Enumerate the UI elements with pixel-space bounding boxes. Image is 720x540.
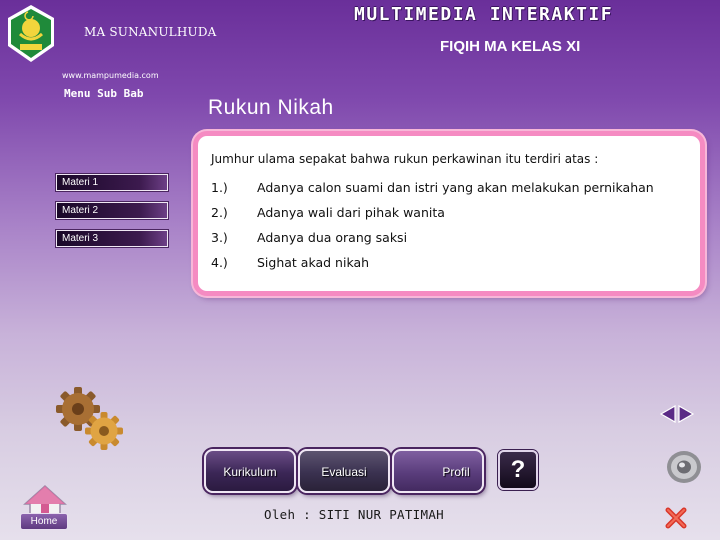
home-button[interactable]: Home — [20, 513, 68, 530]
kurikulum-label: Kurikulum — [223, 465, 277, 479]
sidebar-item-materi-3[interactable]: Materi 3 — [56, 230, 168, 247]
author-credit: Oleh : SITI NUR PATIMAH — [264, 507, 444, 522]
evaluasi-label: Evaluasi — [321, 465, 367, 479]
intro-text: Jumhur ulama sepakat bahwa rukun perkawinan itu terdiri atas : — [211, 152, 599, 166]
profil-label: Profil — [442, 465, 470, 479]
school-logo-icon — [6, 4, 56, 64]
item-number: 2.) — [211, 205, 228, 220]
item-text: Sighat akad nikah — [257, 255, 370, 270]
item-text: Adanya calon suami dan istri yang akan melakukan pernikahan — [257, 180, 654, 195]
item-number: 3.) — [211, 230, 228, 245]
sidebar-item-materi-1[interactable]: Materi 1 — [56, 174, 168, 191]
profil-button[interactable] — [392, 449, 484, 493]
speaker-icon[interactable] — [664, 448, 704, 486]
school-name: MA SUNANULHUDA — [84, 25, 217, 39]
subject-title: FIQIH MA KELAS XI — [440, 38, 581, 55]
app-title: MULTIMEDIA INTERAKTIF — [354, 4, 614, 25]
help-button[interactable]: ? — [498, 450, 538, 490]
item-text: Adanya wali dari pihak wanita — [257, 205, 445, 220]
menu-heading: Menu Sub Bab — [64, 87, 144, 100]
website-link: www.mampumedia.com — [62, 71, 159, 80]
gears-icon — [52, 385, 128, 455]
item-text: Adanya dua orang saksi — [257, 230, 408, 245]
kurikulum-button[interactable] — [204, 449, 296, 493]
nav-arrows-icon[interactable] — [660, 405, 694, 423]
item-number: 1.) — [211, 180, 228, 195]
sidebar-item-materi-2[interactable]: Materi 2 — [56, 202, 168, 219]
item-number: 4.) — [211, 255, 228, 270]
page-title: Rukun Nikah — [208, 96, 334, 119]
evaluasi-button[interactable] — [298, 449, 390, 493]
close-icon[interactable] — [664, 506, 688, 530]
